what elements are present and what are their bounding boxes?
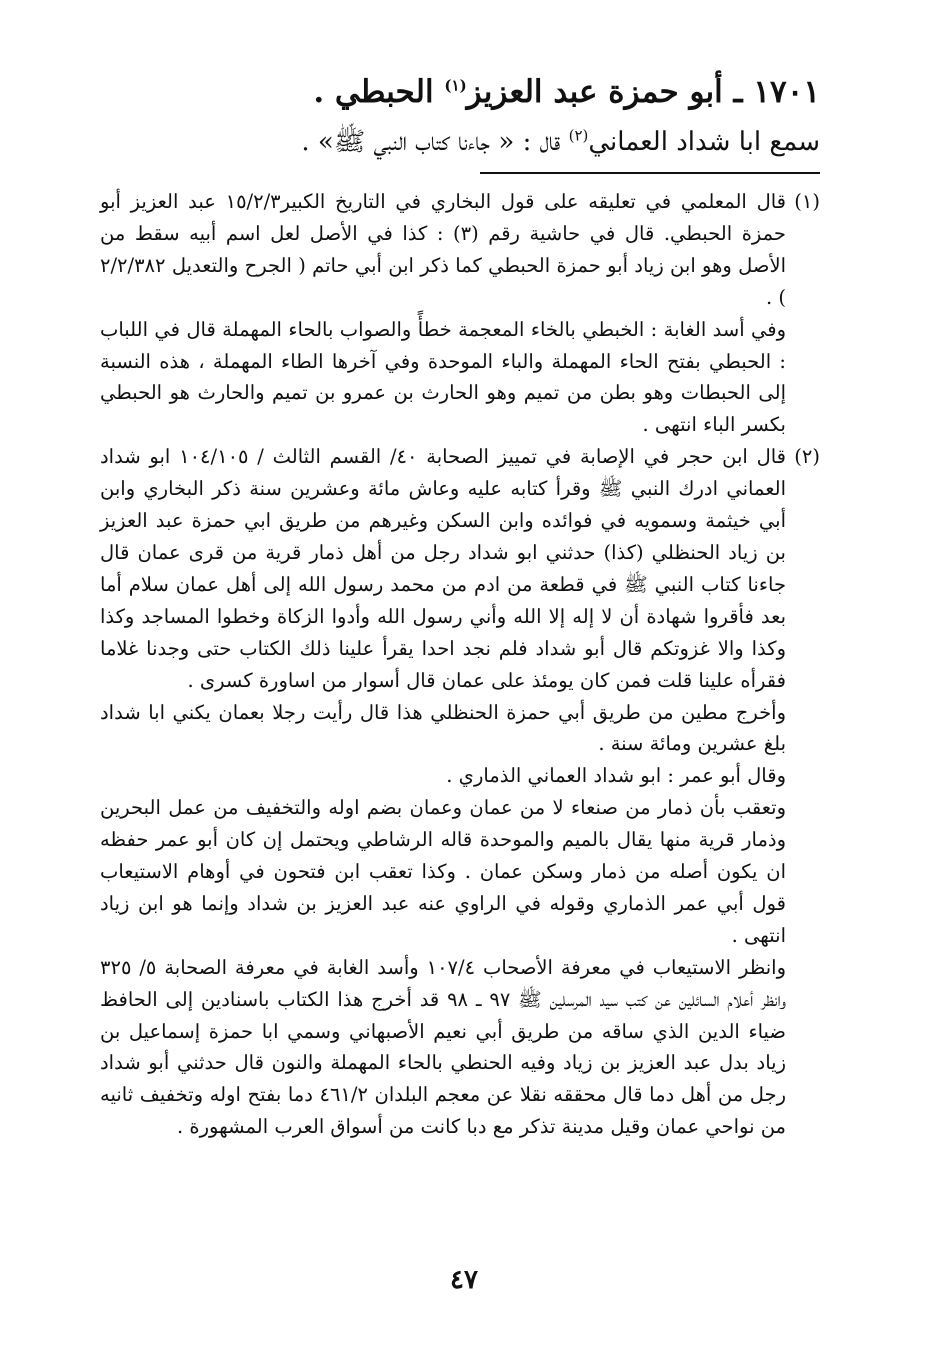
footnote-paragraph: وقال أبو عمر : ابو شداد العماني الذماري . bbox=[446, 764, 786, 788]
page-content bbox=[100, 70, 820, 1143]
footnote-paragraph: وانظر الاستيعاب في معرفة الأصحاب ١٠٧/٤ وأسد الغابة في معرفة الصحابة ٥/ ٣٢٥ وانظر أعلام السائلين عن كتب سيد المرسلين ﷺ ٩٧ ـ ٩٨ قد أخرج هذا الكتاب باسنادين إلى الحافظ ضياء الدين الذي ساقه من طريق أبي نعيم الأصبهاني وسمي ابا حمزة إسماعيل بن زياد بدل عبد العزيز بن زياد وفيه الحنطي بالحاء المهملة والنون قال حدثني أبو شداد رجل من أهل دما قال محققه نقلا عن معجم البلدان ٤٦١/٢ دما بفتح اوله وتخفيف ثانيه من نواحي عمان وقيل مدينة تذكر مع دبا كانت من أسواق العرب المشهورة . bbox=[100, 955, 786, 1139]
footnote-number: (٢) bbox=[794, 445, 820, 469]
entry-title-note-ref: (١) bbox=[444, 76, 467, 95]
footnote-paragraph: وأخرج مطين من طريق أبي حمزة الحنظلي هذا قال رأيت رجلا بعمان يكني ابا شداد بلغ عشرين ومائة سنة . bbox=[100, 700, 786, 756]
footnote-paragraph: وفي أسد الغابة : الخبطي بالخاء المعجمة خطأً والصواب بالحاء المهملة قال في اللباب : الحبطي بفتح الحاء المهملة والباء الموحدة وفي آخرها الطاء المهملة ، هذه النسبة إلى الحبطات وهو بطن من تميم وهو الحارث بن عمرو بن تميم والحارث هو الحبطي بكسر الباء انتهى . bbox=[100, 317, 786, 437]
footnote-paragraph: وتعقب بأن ذمار من صنعاء لا من عمان وعمان بضم اوله والتخفيف من عمل البحرين وذمار قرية منها يقال بالميم والموحدة قاله الرشاطي ويحتمل إن كان أبو عمر حفظه ان يكون أصله من ذمار وسكن عمان . وكذا تعقب ابن فتحون في أوهام الاستيعاب قول أبي عمر الذماري وقوله في الراوي عنه عبد العزيز بن شداد وإنما هو ابن زياد انتهى . bbox=[100, 796, 786, 947]
entry-title-text: ١٧٠١ ـ أبو حمزة عبد العزيز bbox=[466, 74, 820, 110]
entry-body bbox=[100, 120, 820, 164]
footnote-1 bbox=[100, 186, 820, 441]
entry-title-tail: الحبطي . bbox=[313, 74, 445, 110]
page-number: ٤٧ bbox=[450, 1265, 478, 1295]
entry-body-note-ref: (٢) bbox=[568, 126, 589, 145]
footnote-divider bbox=[480, 172, 820, 174]
footnotes bbox=[100, 186, 820, 1143]
entry-body-text: سمع ابا شداد العماني bbox=[588, 127, 820, 157]
footnote-2 bbox=[100, 441, 820, 1143]
footnote-paragraph: قال ابن حجر في الإصابة في تمييز الصحابة ٤٠/ القسم الثالث / ١٠٤/١٠٥ ابو شداد العماني ادرك النبي ﷺ وقرأ كتابه عليه وعاش مائة وعشرين سنة ذكر البخاري وابن أبي خيثمة وسمويه في فوائده وابن السكن وغيرهم من طريق ابي حمزة عبد العزيز بن زياد الحنظلي (كذا) حدثني ابو شداد رجل من أهل ذمار قرية من قرى عمان قال جاءنا كتاب النبي ﷺ في قطعة من ادم من محمد رسول الله إلى أهل عمان سلام أما بعد فأقروا شهادة أن لا إله إلا الله وأني رسول الله وأدوا الزكاة وخطوا المساجد وكذا وكذا والا غزوتكم قال أبو شداد فلم نجد احدا يقرأ علينا ذلك الكتاب حتى وجدنا غلاما فقرأه علينا قلت فمن كان يومئذ على عمان قال أسوار من اساورة كسرى . bbox=[100, 445, 786, 692]
entry-title bbox=[100, 70, 820, 114]
footnote-number: (١) bbox=[794, 190, 820, 213]
entry-body-tail: قال : « جاءنا كتاب النبي ﷺ» . bbox=[301, 127, 569, 157]
footnote-paragraph: قال المعلمي في تعليقه على قول البخاري في التاريخ الكبير١٥/٢/٣ عبد العزيز أبو حمزة الحبطي. قال في حاشية رقم (٣) : كذا في الأصل لعل اسم أبيه سقط من الأصل وهو ابن زياد أبو حمزة الحبطي كما ذكر ابن أبي حاتم ( الجرح والتعديل ٢/٢/٣٨٢ ) . bbox=[100, 190, 787, 309]
